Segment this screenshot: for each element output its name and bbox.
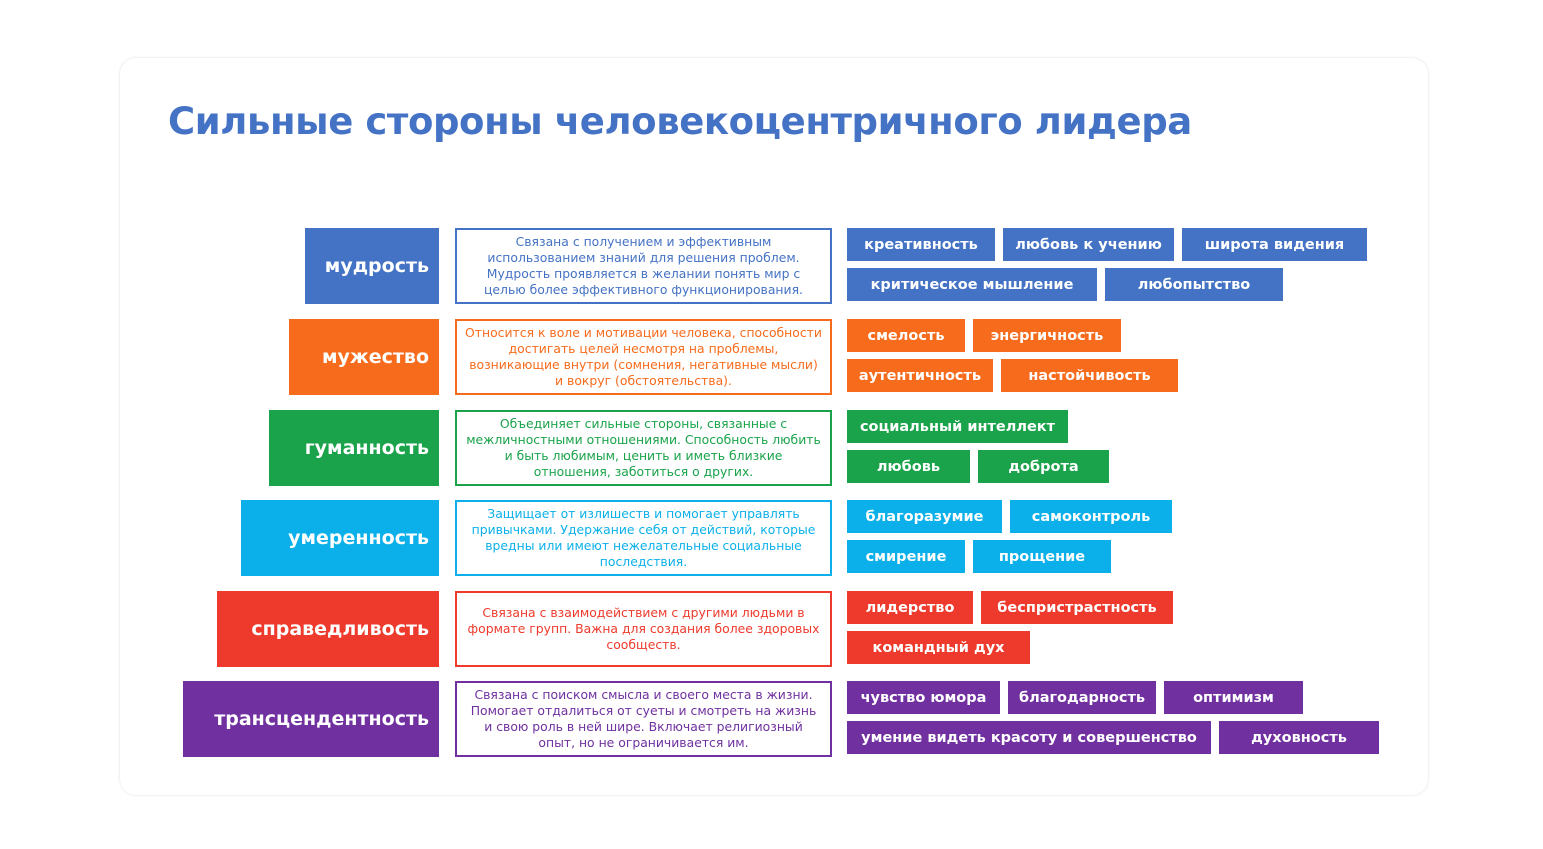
virtue-label: умеренность (241, 500, 439, 576)
strength-tags (847, 319, 1387, 399)
strength-tag: беспристрастность (981, 591, 1173, 624)
strength-tag: благоразумие (847, 500, 1002, 533)
virtue-description: Связана с взаимодействием с другими людьми в формате групп. Важна для создания более здоровых сообществ. (455, 591, 832, 667)
strength-tag: командный дух (847, 631, 1030, 664)
strength-tags (847, 681, 1387, 761)
strength-tag: энергичность (973, 319, 1121, 352)
strength-tag: лидерство (847, 591, 973, 624)
strength-tag: прощение (973, 540, 1111, 573)
strength-tag: любовь (847, 450, 970, 483)
row-justice (0, 591, 1543, 667)
strength-tag: настойчивость (1001, 359, 1178, 392)
virtue-label: мужество (289, 319, 439, 395)
virtue-label: трансцендентность (183, 681, 439, 757)
virtue-label: гуманность (269, 410, 439, 486)
row-courage (0, 319, 1543, 395)
strength-tag: креативность (847, 228, 995, 261)
row-transcendence (0, 681, 1543, 757)
virtue-description: Относится к воле и мотивации человека, способности достигать целей несмотря на проблемы, возникающие внутри (сомнения, негативные мысли) и вокруг (обстоятельства). (455, 319, 832, 395)
strength-tag: доброта (978, 450, 1109, 483)
strength-tag: широта видения (1182, 228, 1367, 261)
strength-tag: самоконтроль (1010, 500, 1172, 533)
strength-tag: социальный интеллект (847, 410, 1068, 443)
strength-tag: смирение (847, 540, 965, 573)
strength-tags (847, 410, 1387, 490)
virtue-description: Защищает от излишеств и помогает управлять привычками. Удержание себя от действий, которые вредны или имеют нежелательные социальные последствия. (455, 500, 832, 576)
strength-tag: оптимизм (1164, 681, 1303, 714)
strength-tag: умение видеть красоту и совершенство (847, 721, 1211, 754)
strength-tag: смелость (847, 319, 965, 352)
strength-tag: критическое мышление (847, 268, 1097, 301)
strength-tag: благодарность (1008, 681, 1156, 714)
virtue-description: Объединяет сильные стороны, связанные с межличностными отношениями. Способность любить и быть любимым, ценить и иметь близкие отношения, заботиться о других. (455, 410, 832, 486)
virtue-description: Связана с получением и эффективным использованием знаний для решения проблем. Мудрость проявляется в желании понять мир с целью более эффективного функционирования. (455, 228, 832, 304)
strength-tag: любопытство (1105, 268, 1283, 301)
strength-tags (847, 228, 1387, 308)
strength-tags (847, 591, 1387, 671)
virtue-label: мудрость (305, 228, 439, 304)
strength-tag: аутентичность (847, 359, 993, 392)
row-wisdom (0, 228, 1543, 304)
row-humanity (0, 410, 1543, 486)
strength-tags (847, 500, 1387, 580)
virtue-label: справедливость (217, 591, 439, 667)
strength-tag: любовь к учению (1003, 228, 1174, 261)
strength-tag: духовность (1219, 721, 1379, 754)
row-temperance (0, 500, 1543, 576)
strength-tag: чувство юмора (847, 681, 1000, 714)
virtue-description: Связана с поиском смысла и своего места в жизни. Помогает отдалиться от суеты и смотреть на жизнь и свою роль в ней шире. Включает религиозный опыт, но не ограничивается им. (455, 681, 832, 757)
page-title: Сильные стороны человекоцентричного лидера (168, 100, 1192, 143)
